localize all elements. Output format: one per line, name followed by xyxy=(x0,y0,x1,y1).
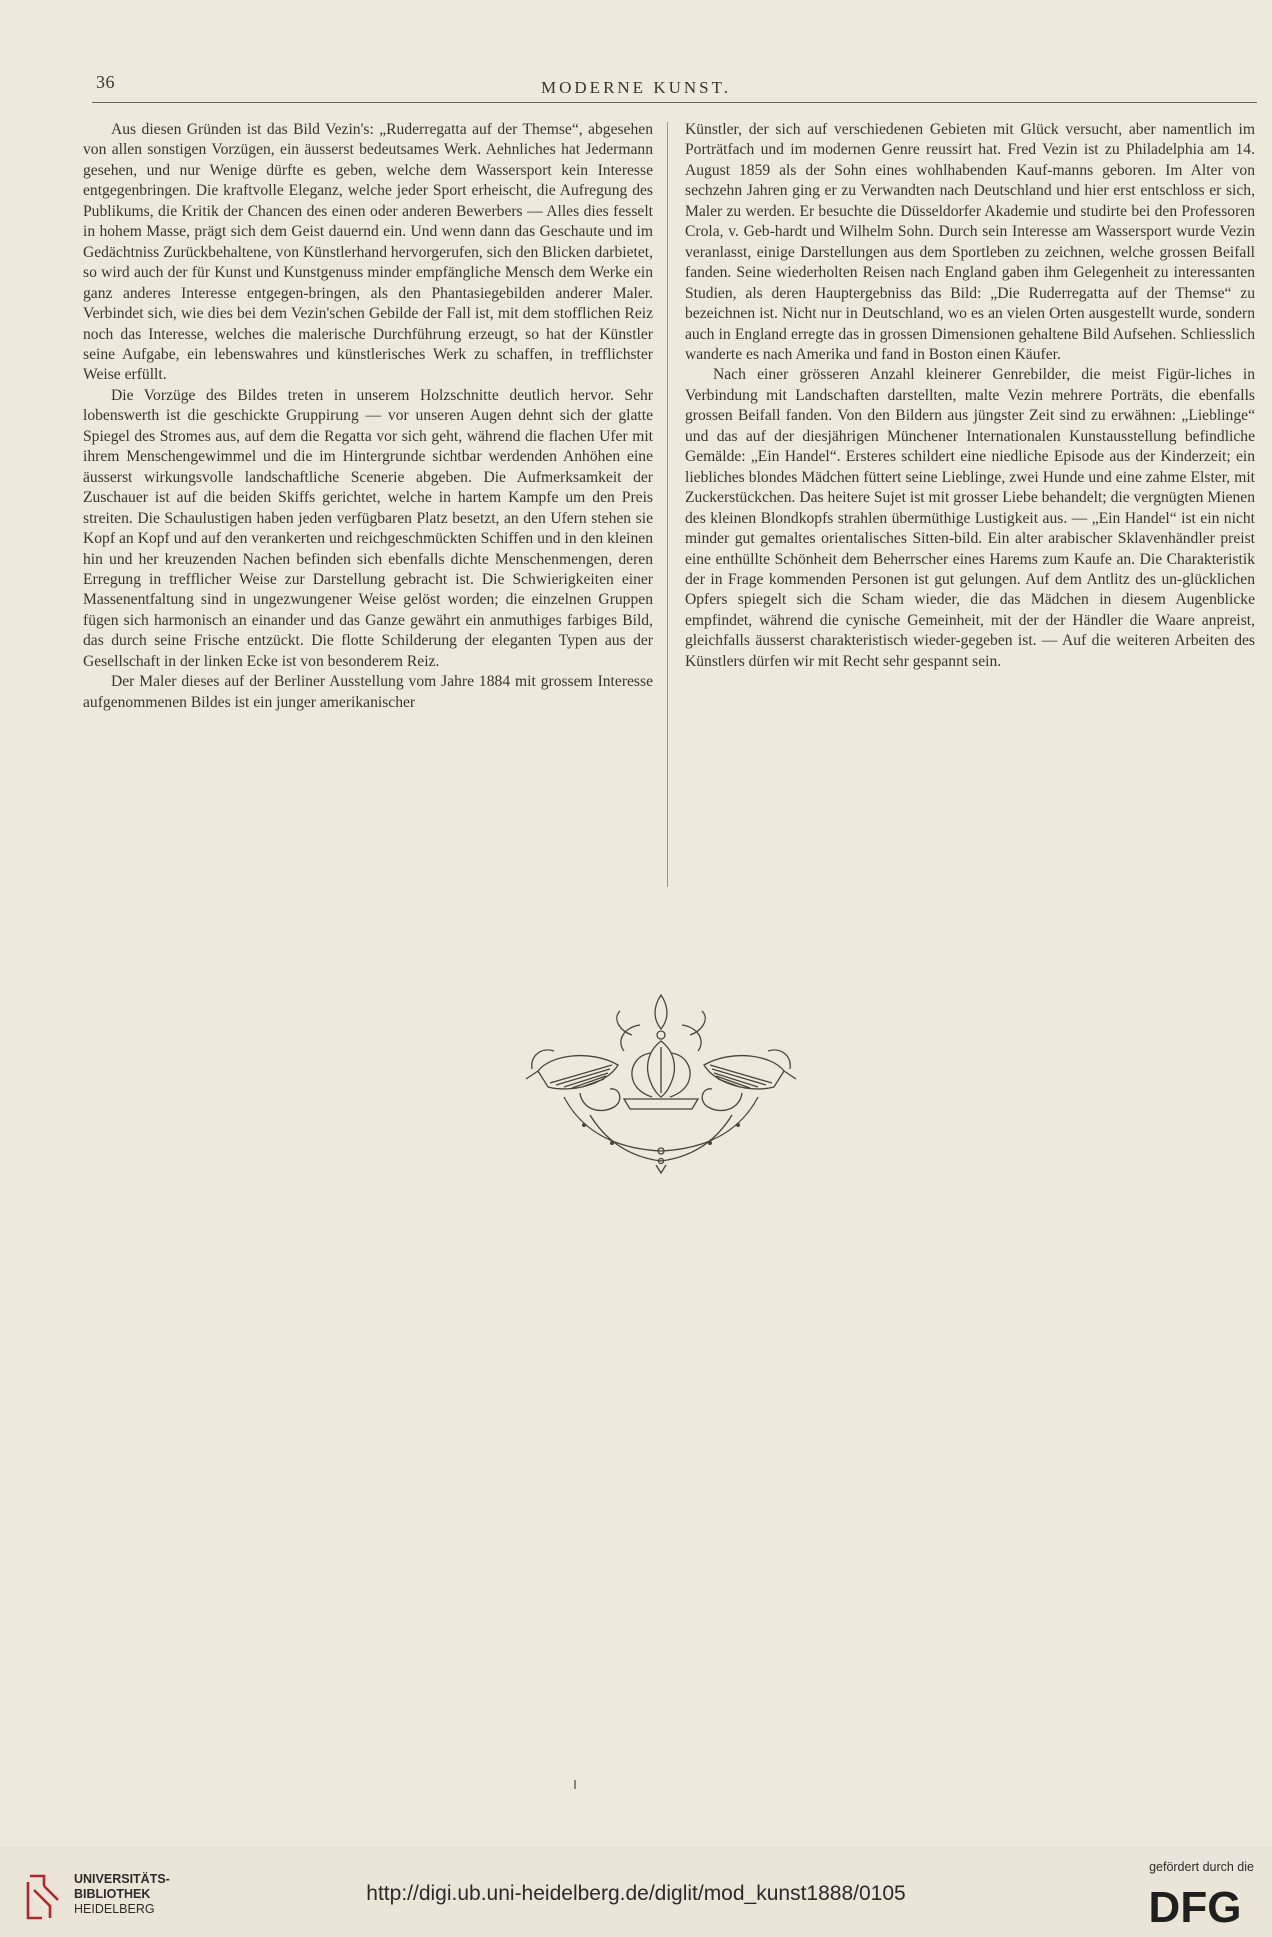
ornamental-vignette xyxy=(520,985,802,1175)
digitization-footer xyxy=(0,1846,1272,1937)
page-number: 36 xyxy=(96,72,115,92)
left-column xyxy=(83,120,653,713)
right-column xyxy=(685,120,1255,672)
library-name: UNIVERSITÄTS- BIBLIOTHEK HEIDELBERG xyxy=(74,1872,170,1916)
svg-text:DFG: DFG xyxy=(1148,1883,1242,1926)
sponsor-text: gefördert durch die xyxy=(1149,1860,1254,1874)
paragraph: Der Maler dieses auf der Berliner Ausstellung vom Jahre 1884 mit grossem Interesse aufgenommenen Bildes ist ein junger amerikanischer xyxy=(83,673,653,711)
paragraph: Aus diesen Gründen ist das Bild Vezin's: „Ruderregatta auf der Themse“, abgesehen von allen sonstigen Vorzügen, ein äusserst bedeutsames Werk. Aehnliches hat Jedermann gesehen, und nur Wenige dürfte es geben, welche dem Wassersport kein Interesse entgegenbringen. Die kraftvolle Eleganz, welche jeder Sport erheischt, die Aufregung des Publikums, die Kritik der Chancen des einen oder anderen Bewerbers — Alles dies fesselt in hohem Masse, prägt sich dem Geist dauernd ein. Und wenn dann das Geschaute und im Gedächtniss Zurückbehaltene, von Künstlerhand hervorgerufen, sich den Blicken darbietet, so wird auch der für Kunst und Kunstgenuss minder empfängliche Mensch dem Werke ein ganz anderes Interesse entgegen-bringen, als den Phantasiegebilden anderer Maler. Verbindet sich, wie dies bei dem Vezin'schen Gebilde der Fall ist, mit dem stofflichen Reiz noch das Interesse, welches die malerische Durchführung erzeugt, so hat der Künstler seine Aufgabe, ein lebenswahres und künstlerisches Werk zu schaffen, in trefflichster Weise erfüllt. xyxy=(83,121,653,384)
paragraph: Künstler, der sich auf verschiedenen Gebieten mit Glück versucht, aber namentlich im Porträtfach und im modernen Genre reussirt hat. Fred Vezin ist zu Philadelphia am 14. August 1859 als der Sohn eines wohlhabenden Kauf-manns geboren. Im Alter von sechzehn Jahren ging er zu Verwandten nach Deutschland und hier erst entschloss er sich, Maler zu werden. Er besuchte die Düsseldorfer Akademie und studirte bei den Professoren Crola, v. Geb-hardt und Wilhelm Sohn. Durch sein Interesse am Wassersport wurde Vezin veranlasst, einige Darstellungen aus dem Sportleben zu zeichnen, welche grossen Beifall fanden. Seine wiederholten Reisen nach England gaben ihm Gelegenheit zu interessanten Studien, als deren Hauptergebniss das Bild: „Die Ruderregatta auf der Themse“ zu bezeichnen ist. Nicht nur in Deutschland, wo es an vielen Orten ausgestellt wurde, sondern auch in England erregte das in grossen Dimensionen gehaltene Bild Aufsehen. Schliesslich wanderte es nach Amerika und fand in Boston einen Käufer. xyxy=(685,121,1255,363)
paragraph: Die Vorzüge des Bildes treten in unserem Holzschnitte deutlich hervor. Sehr lobenswerth ist die geschickte Gruppirung — vor unseren Augen dehnt sich der glatte Spiegel des Stromes aus, auf dem die Regatta vor sich geht, während die flachen Ufer mit ihrem Menschengewimmel und die im Hintergrunde sichtbar werdenden Anhöhen eine äusserst wirkungsvolle landschaftliche Scenerie abgeben. Die Aufmerksamkeit der Zuschauer ist auf die beiden Skiffs gerichtet, welche in hartem Kampfe um den Preis streiten. Die Schaulustigen haben jeden verfügbaren Platz besetzt, an den Ufern stehen sie Kopf an Kopf und auf den verankerten und reichgeschmückten Schiffen und in den kleinen hin und her kreuzenden Nachen befinden sich ebenfalls dichte Menschenmengen, deren Erregung in trefflicher Weise zur Darstellung gebracht ist. Die Schwierigkeiten einer Massenentfaltung sind in ungezwungener Weise gelöst worden; die einzelnen Gruppen fügen sich harmonisch an einander und das Ganze gewährt ein anmuthiges farbiges Bild, das durch seine Frische entzückt. Die flotte Schilderung der eleganten Typen aus der Gesellschaft in der linken Ecke ist von besonderem Reiz. xyxy=(83,386,653,670)
paragraph: Nach einer grösseren Anzahl kleinerer Genrebilder, die meist Figür-liches in Verbindung mit Landschaften darstellten, malte Vezin mehrere Porträts, die ebenfalls grossen Beifall fanden. Von den Bildern aus jüngster Zeit sind zu erwähnen: „Lieblinge“ und das auf der diesjährigen Münchener Internationalen Kunstausstellung befindliche Gemälde: „Ein Handel“. Ersteres schildert eine niedliche Episode aus der Kinderzeit; ein liebliches blondes Mädchen füttert seine Lieblinge, zwei Hunde und eine zahme Elster, mit Zuckerstückchen. Das heitere Sujet ist mit grosser Liebe behandelt; die vergnügten Mienen des kleinen Blondkopfs strahlen übermüthige Lustigkeit aus. — „Ein Handel“ ist ein nicht minder gut gemaltes orientalisches Sitten-bild. Ein alter arabischer Sklavenhändler preist eine enthüllte Schönheit dem Beherrscher eines Harems zum Kaufe an. Die Charakteristik der in Frage kommenden Personen ist gut gelungen. Auf dem Antlitz des un-glücklichen Opfers spiegelt sich die Scham wieder, die das Mädchen in diesem Augenblicke empfindet, während die cynische Gemeinheit, mit der der Händler die Waare anpreist, gleichfalls äusserst charakteristisch wieder-gegeben ist. — Auf die weiteren Arbeiten des Künstlers dürfen wir mit Recht sehr gespannt sein. xyxy=(685,366,1255,670)
column-divider xyxy=(667,122,668,887)
running-title: MODERNE KUNST. xyxy=(541,78,731,97)
dfg-logo-icon xyxy=(1136,1882,1254,1926)
header-rule xyxy=(92,102,1257,103)
stray-mark xyxy=(574,1780,576,1789)
source-url-link[interactable]: http://digi.ub.uni-heidelberg.de/diglit/mod_kunst1888/0105 xyxy=(366,1882,906,1905)
